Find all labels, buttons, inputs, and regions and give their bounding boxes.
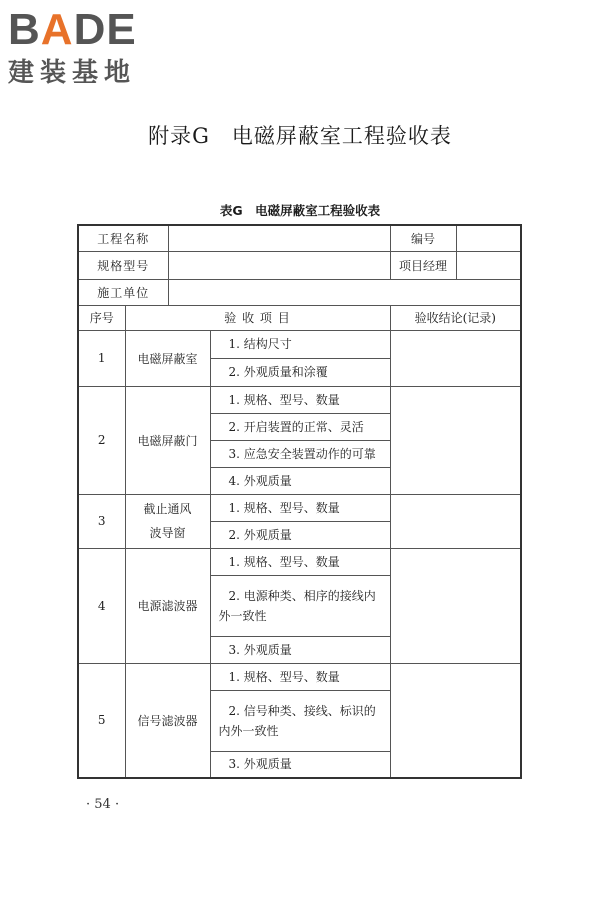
project-manager-value[interactable]: [456, 251, 521, 279]
group-number: 2: [78, 386, 125, 494]
header-row-unit: [78, 279, 521, 305]
group-name: 电磁屏蔽室: [125, 330, 210, 386]
item-text: 3. 应急安全装置动作的可靠: [210, 440, 390, 467]
acceptance-table: [77, 224, 522, 779]
column-seq: 序号: [78, 305, 125, 330]
column-conclusion: 验收结论(记录): [390, 305, 521, 330]
table-row: [78, 663, 521, 690]
number-value[interactable]: [456, 225, 521, 251]
table-caption: 表G 电磁屏蔽室工程验收表: [219, 203, 381, 218]
group-number: 4: [78, 548, 125, 663]
item-text: 1. 规格、型号、数量: [210, 663, 390, 690]
spec-model-label: 规格型号: [78, 251, 168, 279]
header-row-spec: [78, 251, 521, 279]
project-manager-label: 项目经理: [390, 251, 456, 279]
item-text: 1. 规格、型号、数量: [210, 386, 390, 413]
conclusion-cell[interactable]: [390, 548, 521, 663]
project-name-label: 工程名称: [78, 225, 168, 251]
column-header-row: [78, 305, 521, 330]
group-name: 电磁屏蔽门: [125, 386, 210, 494]
number-label: 编号: [390, 225, 456, 251]
group-number: 3: [78, 494, 125, 548]
group-number: 1: [78, 330, 125, 386]
brand-logo: [8, 6, 178, 90]
item-text: 4. 外观质量: [210, 467, 390, 494]
column-items: 验 收 项 目: [125, 305, 390, 330]
item-text: 1. 规格、型号、数量: [210, 494, 390, 521]
item-text: 1. 规格、型号、数量: [210, 548, 390, 575]
group-name: 信号滤波器: [125, 663, 210, 778]
item-text: 2. 外观质量: [210, 521, 390, 548]
page-number: · 54 ·: [86, 797, 120, 812]
group-name: 电源滤波器: [125, 548, 210, 663]
item-text: 3. 外观质量: [210, 751, 390, 778]
page-title: 附录G 电磁屏蔽室工程验收表: [148, 124, 452, 148]
project-name-value[interactable]: [168, 225, 390, 251]
item-text: 1. 结构尺寸: [210, 330, 390, 358]
table-row: [78, 494, 521, 521]
conclusion-cell[interactable]: [390, 330, 521, 386]
item-text: 2. 信号种类、接线、标识的内外一致性: [210, 690, 390, 751]
logo-subtitle: 建装基地: [8, 58, 137, 88]
spec-model-value[interactable]: [168, 251, 390, 279]
group-name: 截止通风波导窗: [125, 494, 210, 548]
conclusion-cell[interactable]: [390, 494, 521, 548]
table-row: [78, 330, 521, 358]
conclusion-cell[interactable]: [390, 386, 521, 494]
header-row-project: [78, 225, 521, 251]
item-text: 2. 开启装置的正常、灵活: [210, 413, 390, 440]
item-text: 2. 外观质量和涂覆: [210, 358, 390, 386]
table-row: [78, 548, 521, 575]
construction-unit-label: 施工单位: [78, 279, 168, 305]
item-text: 3. 外观质量: [210, 636, 390, 663]
logo-wordmark: BADE: [8, 5, 137, 54]
conclusion-cell[interactable]: [390, 663, 521, 778]
group-number: 5: [78, 663, 125, 778]
table-row: [78, 386, 521, 413]
construction-unit-value[interactable]: [168, 279, 521, 305]
item-text: 2. 电源种类、相序的接线内外一致性: [210, 575, 390, 636]
